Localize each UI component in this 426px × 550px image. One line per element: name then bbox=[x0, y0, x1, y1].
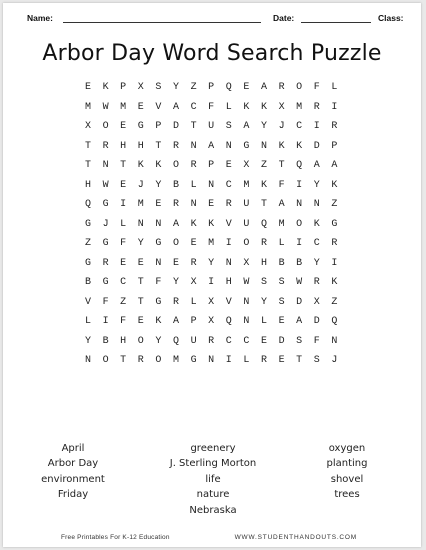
grid-letter: I bbox=[225, 355, 232, 366]
grid-letter: C bbox=[225, 335, 232, 347]
word-bank-item: shovel bbox=[330, 473, 364, 485]
grid-letter: G bbox=[102, 238, 109, 249]
grid-letter: S bbox=[225, 121, 232, 132]
grid-letter: E bbox=[208, 199, 215, 210]
grid-letter: W bbox=[243, 277, 250, 288]
grid-letter: B bbox=[278, 257, 285, 269]
grid-letter: R bbox=[190, 160, 197, 171]
grid-letter: T bbox=[137, 277, 144, 288]
word-bank-item: planting bbox=[326, 458, 368, 470]
grid-letter: E bbox=[278, 316, 285, 327]
grid-letter: R bbox=[313, 277, 320, 288]
grid-letter: L bbox=[278, 238, 285, 249]
grid-letter: J bbox=[102, 218, 109, 230]
grid-letter: N bbox=[225, 140, 232, 152]
grid-letter: H bbox=[260, 257, 267, 269]
grid-letter: L bbox=[225, 101, 232, 113]
grid-letter: J bbox=[331, 355, 338, 366]
grid-letter: P bbox=[155, 121, 162, 132]
grid-letter: H bbox=[120, 335, 127, 347]
grid-letter: R bbox=[172, 296, 179, 308]
word-bank-item: greenery bbox=[190, 443, 236, 454]
grid-letter: K bbox=[190, 218, 197, 230]
grid-letter: A bbox=[172, 101, 179, 113]
grid-letter: T bbox=[137, 296, 144, 308]
grid-letter: T bbox=[190, 121, 197, 132]
grid-letter: C bbox=[120, 277, 127, 288]
grid-letter: A bbox=[296, 316, 303, 327]
grid-letter: Q bbox=[84, 199, 91, 210]
grid-letter: T bbox=[84, 160, 91, 171]
grid-letter: X bbox=[208, 296, 215, 308]
student-info-line bbox=[17, 11, 407, 27]
grid-letter: T bbox=[155, 140, 162, 152]
page-title: Arbor Day Word Search Puzzle bbox=[42, 41, 382, 66]
grid-letter: R bbox=[208, 335, 215, 347]
grid-letter: L bbox=[190, 296, 197, 308]
grid-letter: O bbox=[102, 355, 109, 366]
grid-letter: G bbox=[331, 218, 338, 230]
grid-letter: F bbox=[120, 316, 127, 327]
grid-letter: G bbox=[155, 296, 162, 308]
page-footer bbox=[17, 534, 407, 544]
grid-letter: O bbox=[155, 355, 162, 366]
grid-letter: O bbox=[296, 218, 303, 230]
grid-letter: N bbox=[155, 218, 162, 230]
grid-letter: D bbox=[313, 316, 320, 327]
grid-letter: G bbox=[190, 355, 197, 366]
grid-letter: V bbox=[225, 296, 232, 308]
footer-website: WWW.STUDENTHANDOUTS.COM bbox=[234, 534, 357, 541]
grid-letter: L bbox=[331, 82, 338, 93]
grid-letter: R bbox=[260, 238, 267, 249]
grid-letter: D bbox=[296, 296, 303, 308]
grid-letter: A bbox=[331, 160, 338, 171]
grid-letter: G bbox=[155, 238, 162, 249]
grid-letter: N bbox=[137, 218, 144, 230]
word-bank-item: life bbox=[205, 473, 221, 485]
word-column bbox=[153, 441, 273, 518]
grid-letter: J bbox=[278, 121, 285, 132]
word-column bbox=[287, 441, 407, 503]
grid-letter: R bbox=[278, 82, 285, 93]
grid-letter: K bbox=[331, 277, 338, 288]
grid-letter: T bbox=[278, 160, 285, 171]
grid-letter: N bbox=[190, 140, 197, 152]
grid-letter: K bbox=[296, 140, 303, 152]
grid-letter: V bbox=[225, 218, 232, 230]
grid-letter: M bbox=[84, 101, 91, 113]
grid-letter: N bbox=[208, 179, 215, 191]
grid-letter: J bbox=[137, 179, 144, 191]
grid-letter: N bbox=[190, 199, 197, 210]
grid-letter: Q bbox=[225, 316, 232, 327]
word-bank-item: Nebraska bbox=[189, 504, 237, 516]
grid-letter: Y bbox=[84, 335, 91, 347]
grid-letter: F bbox=[313, 82, 320, 93]
grid-letter: H bbox=[120, 140, 127, 152]
grid-letter: O bbox=[172, 238, 179, 249]
grid-letter: X bbox=[208, 316, 215, 327]
grid-letter: E bbox=[120, 257, 127, 269]
grid-letter: D bbox=[172, 121, 179, 132]
grid-letter: R bbox=[172, 140, 179, 152]
grid-letter: T bbox=[120, 160, 127, 171]
grid-letter: K bbox=[155, 160, 162, 171]
grid-letter: K bbox=[313, 218, 320, 230]
grid-letter: I bbox=[208, 277, 215, 288]
grid-letter: A bbox=[208, 140, 215, 152]
grid-letter: C bbox=[313, 238, 320, 249]
grid-letter: Q bbox=[172, 335, 179, 347]
word-bank-item: April bbox=[61, 443, 85, 454]
grid-letter: F bbox=[278, 179, 285, 191]
footer-left-text: Free Printables For K-12 Education bbox=[61, 534, 170, 541]
grid-letter: N bbox=[84, 355, 91, 366]
grid-letter: C bbox=[225, 179, 232, 191]
grid-letter: D bbox=[278, 335, 285, 347]
grid-letter: O bbox=[296, 82, 303, 93]
grid-letter: Y bbox=[208, 257, 215, 269]
name-blank bbox=[63, 22, 261, 23]
grid-letter: L bbox=[84, 316, 91, 327]
grid-letter: M bbox=[172, 355, 179, 366]
grid-letter: R bbox=[260, 355, 267, 366]
grid-letter: I bbox=[296, 179, 303, 191]
grid-letter: E bbox=[225, 160, 232, 171]
grid-letter: S bbox=[260, 277, 267, 288]
grid-letter: L bbox=[260, 316, 267, 327]
word-bank-item: J. Sterling Morton bbox=[169, 458, 257, 470]
grid-letter: Y bbox=[172, 277, 179, 288]
word-bank-item: oxygen bbox=[328, 443, 366, 454]
grid-letter: X bbox=[243, 160, 250, 171]
grid-letter: B bbox=[172, 179, 179, 191]
grid-letter: R bbox=[102, 140, 109, 152]
grid-letter: P bbox=[190, 316, 197, 327]
grid-letter: I bbox=[120, 199, 127, 210]
grid-letter: G bbox=[84, 257, 91, 269]
grid-letter: F bbox=[155, 277, 162, 288]
grid-letter: F bbox=[102, 296, 109, 308]
grid-letter: Q bbox=[331, 316, 338, 327]
grid-letter: B bbox=[102, 335, 109, 347]
grid-letter: K bbox=[278, 140, 285, 152]
grid-letter: N bbox=[102, 160, 109, 171]
grid-letter: X bbox=[84, 121, 91, 132]
grid-letter: Q bbox=[260, 218, 267, 230]
word-bank-item: Arbor Day bbox=[47, 458, 99, 470]
grid-letter: S bbox=[278, 277, 285, 288]
grid-letter: T bbox=[296, 355, 303, 366]
grid-letter: N bbox=[313, 199, 320, 210]
grid-letter: U bbox=[243, 218, 250, 230]
grid-letter: K bbox=[260, 101, 267, 113]
grid-letter: W bbox=[296, 277, 303, 288]
grid-letter: N bbox=[243, 296, 250, 308]
grid-letter: E bbox=[260, 335, 267, 347]
grid-letter: I bbox=[225, 238, 232, 249]
grid-letter: Q bbox=[225, 82, 232, 93]
grid-letter: E bbox=[120, 121, 127, 132]
grid-letter: M bbox=[208, 238, 215, 249]
grid-letter: N bbox=[208, 355, 215, 366]
grid-letter: W bbox=[102, 179, 109, 191]
grid-letter: R bbox=[331, 121, 338, 132]
grid-letter: Y bbox=[313, 179, 320, 191]
word-bank-item: trees bbox=[334, 489, 360, 501]
grid-letter: E bbox=[84, 82, 91, 93]
grid-letter: V bbox=[84, 296, 91, 308]
word-column bbox=[13, 441, 133, 503]
grid-letter: E bbox=[172, 257, 179, 269]
grid-letter: R bbox=[102, 257, 109, 269]
grid-letter: H bbox=[225, 277, 232, 288]
grid-letter: A bbox=[260, 82, 267, 93]
grid-letter: F bbox=[120, 238, 127, 249]
grid-letter: G bbox=[243, 140, 250, 152]
grid-letter: M bbox=[243, 179, 250, 191]
grid-letter: C bbox=[243, 335, 250, 347]
grid-letter: I bbox=[313, 121, 320, 132]
grid-letter: O bbox=[102, 121, 109, 132]
grid-letter: T bbox=[120, 355, 127, 366]
grid-letter: R bbox=[137, 355, 144, 366]
grid-letter: Z bbox=[120, 296, 127, 308]
grid-letter: K bbox=[155, 316, 162, 327]
grid-letter: E bbox=[137, 316, 144, 327]
grid-letter: R bbox=[313, 101, 320, 113]
grid-letter: E bbox=[137, 101, 144, 113]
grid-letter: O bbox=[137, 335, 144, 347]
grid-letter: M bbox=[137, 199, 144, 210]
grid-letter: X bbox=[278, 101, 285, 113]
word-bank-item: nature bbox=[196, 489, 230, 501]
grid-letter: K bbox=[331, 179, 338, 191]
grid-letter: H bbox=[137, 140, 144, 152]
grid-letter: S bbox=[155, 82, 162, 93]
grid-letter: X bbox=[313, 296, 320, 308]
class-label: Class: bbox=[378, 13, 404, 23]
grid-letter: E bbox=[190, 238, 197, 249]
date-blank bbox=[301, 22, 371, 23]
grid-letter: A bbox=[243, 121, 250, 132]
grid-letter: K bbox=[243, 101, 250, 113]
grid-letter: Q bbox=[296, 160, 303, 171]
grid-letter: A bbox=[313, 160, 320, 171]
worksheet-page bbox=[3, 3, 421, 547]
grid-letter: L bbox=[120, 218, 127, 230]
grid-letter: I bbox=[331, 101, 338, 113]
grid-letter: A bbox=[278, 199, 285, 210]
grid-letter: K bbox=[208, 218, 215, 230]
grid-letter: R bbox=[172, 199, 179, 210]
grid-letter: I bbox=[102, 316, 109, 327]
grid-letter: E bbox=[137, 257, 144, 269]
grid-letter: A bbox=[172, 218, 179, 230]
grid-letter: L bbox=[243, 355, 250, 366]
grid-letter: Z bbox=[190, 82, 197, 93]
grid-letter: U bbox=[190, 335, 197, 347]
grid-letter: B bbox=[84, 277, 91, 288]
grid-letter: S bbox=[313, 355, 320, 366]
grid-letter: R bbox=[190, 257, 197, 269]
grid-letter: E bbox=[155, 199, 162, 210]
grid-letter: P bbox=[208, 82, 215, 93]
grid-letter: X bbox=[137, 82, 144, 93]
grid-letter: P bbox=[331, 140, 338, 152]
grid-letter: N bbox=[243, 316, 250, 327]
grid-letter: M bbox=[296, 101, 303, 113]
grid-letter: G bbox=[102, 199, 109, 210]
grid-letter: E bbox=[278, 355, 285, 366]
date-label: Date: bbox=[273, 13, 295, 23]
grid-letter: Y bbox=[260, 121, 267, 132]
grid-letter: N bbox=[260, 140, 267, 152]
grid-letter: O bbox=[172, 160, 179, 171]
grid-letter: L bbox=[190, 179, 197, 191]
grid-letter: M bbox=[120, 101, 127, 113]
grid-letter: Z bbox=[331, 296, 338, 308]
grid-letter: H bbox=[84, 179, 91, 191]
grid-letter: I bbox=[296, 238, 303, 249]
grid-letter: Y bbox=[155, 179, 162, 191]
grid-letter: Z bbox=[331, 199, 338, 210]
grid-letter: Z bbox=[84, 238, 91, 249]
grid-letter: N bbox=[296, 199, 303, 210]
grid-letter: F bbox=[208, 101, 215, 113]
grid-letter: P bbox=[208, 160, 215, 171]
grid-letter: Y bbox=[260, 296, 267, 308]
grid-letter: I bbox=[331, 257, 338, 269]
grid-letter: Y bbox=[155, 335, 162, 347]
grid-letter: D bbox=[313, 140, 320, 152]
grid-letter: Y bbox=[313, 257, 320, 269]
grid-letter: U bbox=[208, 121, 215, 132]
grid-letter: W bbox=[102, 101, 109, 113]
grid-letter: B bbox=[296, 257, 303, 269]
name-label: Name: bbox=[27, 13, 53, 23]
grid-letter: U bbox=[243, 199, 250, 210]
grid-letter: A bbox=[172, 316, 179, 327]
grid-letter: V bbox=[155, 101, 162, 113]
grid-letter: R bbox=[331, 238, 338, 249]
grid-letter: M bbox=[278, 218, 285, 230]
grid-letter: E bbox=[243, 82, 250, 93]
grid-letter: P bbox=[120, 82, 127, 93]
grid-letter: G bbox=[137, 121, 144, 132]
grid-letter: X bbox=[243, 257, 250, 269]
grid-letter: N bbox=[155, 257, 162, 269]
grid-letter: K bbox=[102, 82, 109, 93]
grid-letter: G bbox=[84, 218, 91, 230]
grid-letter: T bbox=[84, 140, 91, 152]
grid-letter: S bbox=[278, 296, 285, 308]
grid-letter: O bbox=[243, 238, 250, 249]
grid-letter: N bbox=[331, 335, 338, 347]
grid-letter: S bbox=[296, 335, 303, 347]
grid-letter: X bbox=[190, 277, 197, 288]
word-bank-item: environment bbox=[41, 473, 105, 485]
grid-letter: K bbox=[137, 160, 144, 171]
grid-letter: N bbox=[225, 257, 232, 269]
grid-letter: F bbox=[313, 335, 320, 347]
grid-letter: E bbox=[120, 179, 127, 191]
grid-letter: Z bbox=[260, 160, 267, 171]
grid-letter: R bbox=[225, 199, 232, 210]
grid-letter: K bbox=[260, 179, 267, 191]
grid-letter: Y bbox=[137, 238, 144, 249]
grid-letter: C bbox=[190, 101, 197, 113]
grid-letter: T bbox=[260, 199, 267, 210]
grid-letter: C bbox=[296, 121, 303, 132]
word-bank-item: Friday bbox=[57, 489, 89, 501]
grid-letter: G bbox=[102, 277, 109, 288]
grid-letter: Y bbox=[172, 82, 179, 93]
